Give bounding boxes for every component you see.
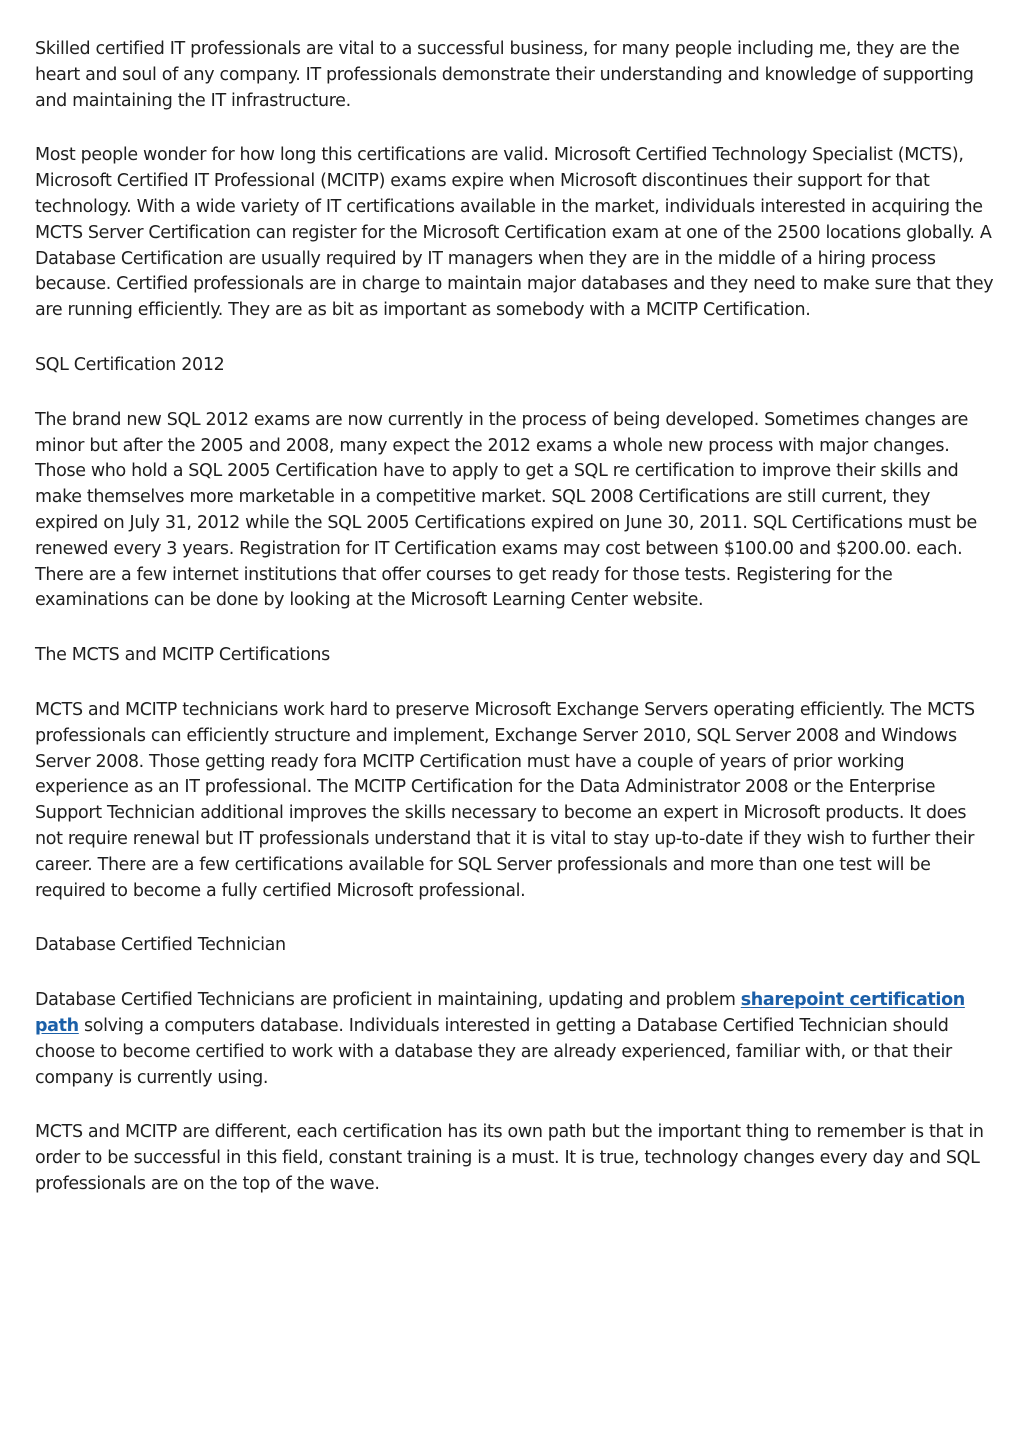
sharepoint-certification-link[interactable]: sharepoint certification path — [35, 990, 965, 1036]
document-body — [35, 37, 995, 1227]
paragraph-intro: Skilled certified IT professionals are vital to a successful business, for many people including me, they are the heart and soul of any company. IT professionals demonstrate their understanding and knowledge of supporting and maintaining the IT infrastructure. — [35, 39, 974, 111]
paragraph-text-after-link: solving a computers database. Individuals interested in getting a Database Certified Technician should choose to become certified to work with a database they are already experienced, familiar with, or that their company is currently using. — [35, 1015, 952, 1088]
paragraph-conclusion: MCTS and MCITP are different, each certification has its own path but the important thing to remember is that in order to be successful in this field, constant training is a must. It is true, technology changes every day and SQL professionals are on the top of the wave. — [35, 1122, 984, 1194]
heading-sql-certification-2012: SQL Certification 2012 — [35, 354, 225, 375]
paragraph-sql-2012: The brand new SQL 2012 exams are now currently in the process of being developed. Sometimes changes are minor but after the 2005 and 2008, many expect the 2012 exams a whole new process with major changes. Those who hold a SQL 2005 Certification have to apply to get a SQL re certification to improve their skills and make themselves more marketable in a competitive market. SQL 2008 Certifications are still current, they expired on July 31, 2012 while the SQL 2005 Certifications expired on June 30, 2011. SQL Certifications must be renewed every 3 years. Registration for IT Certification exams may cost between $100.00 and $200.00. each. There are a few internet institutions that offer courses to get ready for those tests. Registering for the examinations can be done by looking at the Microsoft Learning Center website. — [35, 409, 977, 611]
paragraph-mcts-mcitp: MCTS and MCITP technicians work hard to preserve Microsoft Exchange Servers operating efficiently. The MCTS professionals can efficiently structure and implement, Exchange Server 2010, SQL Server 2008 and Windows Server 2008. Those getting ready fora MCITP Certification must have a couple of years of prior working experience as an IT professional. The MCITP Certification for the Data Administrator 2008 or the Enterprise Support Technician additional improves the skills necessary to become an expert in Microsoft products. It does not require renewal but IT professionals understand that it is vital to stay up-to-date if they wish to further their career. There are a few certifications available for SQL Server professionals and more than one test will be required to become a fully certified Microsoft professional. — [35, 699, 975, 901]
paragraph-database-technician — [35, 988, 995, 1091]
paragraph-validity: Most people wonder for how long this certifications are valid. Microsoft Certified Technology Specialist (MCTS), Microsoft Certified IT Professional (MCITP) exams expire when Microsoft discontinues their support for that technology. With a wide variety of IT certifications available in the market, individuals interested in acquiring the MCTS Server Certification can register for the Microsoft Certification exam at one of the 2500 locations globally. A Database Certification are usually required by IT managers when they are in the middle of a hiring process because. Certified professionals are in charge to maintain major databases and they need to make sure that they are running efficiently. They are as bit as important as somebody with a MCITP Certification. — [35, 145, 994, 321]
paragraph-text-before-link: Database Certified Technicians are proficient in maintaining, updating and problem — [35, 990, 741, 1011]
heading-mcts-mcitp: The MCTS and MCITP Certifications — [35, 645, 330, 666]
heading-database-technician: Database Certified Technician — [35, 935, 286, 956]
